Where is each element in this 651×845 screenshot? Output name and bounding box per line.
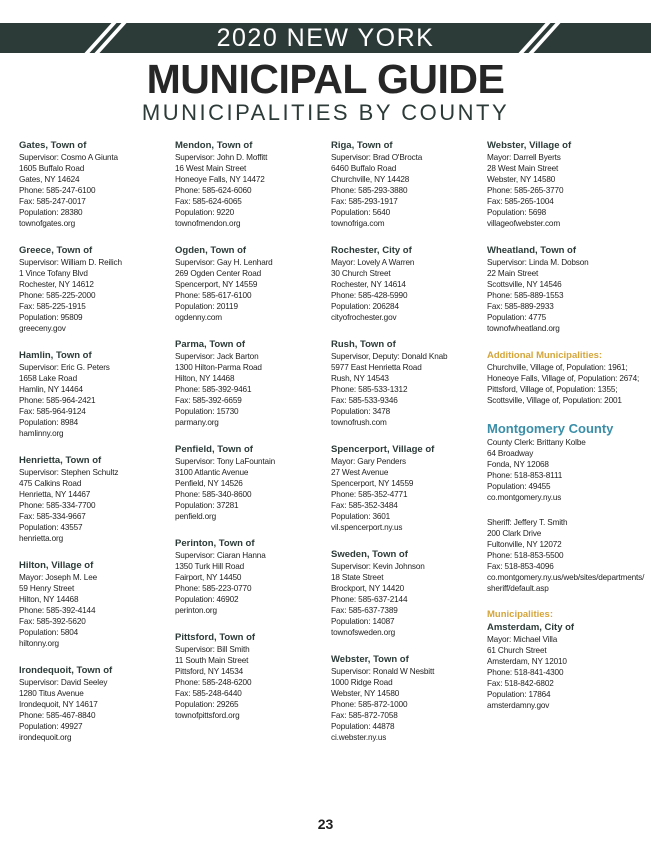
- entry-line: Population: 37281: [175, 501, 239, 510]
- entry-line: 1300 Hilton-Parma Road: [175, 363, 262, 372]
- entry-line: 27 West Avenue: [331, 468, 389, 477]
- entry-title: Hilton, Village of: [19, 560, 94, 571]
- entry-line: Churchville, NY 14428: [331, 175, 410, 184]
- entry-line: Fax: 585-637-7389: [331, 606, 398, 615]
- county-clerk: [487, 437, 637, 503]
- entry-line: Phone: 585-467-8840: [19, 711, 96, 720]
- entry-line: Phone: 585-624-6060: [175, 186, 252, 195]
- entry-line: Phone: 518-841-4300: [487, 668, 564, 677]
- banner-title: 2020 NEW YORK: [216, 24, 435, 52]
- entry-line: Supervisor: David Seeley: [19, 678, 108, 687]
- entry-line: sheriff/default.asp: [487, 584, 549, 593]
- entry-line: Phone: 585-637-2144: [331, 595, 408, 604]
- entry-lines: [487, 634, 637, 711]
- sheriff-lines: [487, 517, 645, 594]
- entry-title: Amsterdam, City of: [487, 622, 575, 633]
- entry-line: Fax: 585-248-6440: [175, 689, 242, 698]
- entry-title: Sweden, Town of: [331, 549, 408, 560]
- entry-line: Population: 14087: [331, 617, 395, 626]
- entry-line: Population: 20119: [175, 302, 238, 311]
- municipality-entry: [19, 349, 169, 439]
- entry-line: Fairport, NY 14450: [175, 573, 242, 582]
- entry-line: Fax: 585-392-6659: [175, 396, 242, 405]
- column-4-entries: [487, 139, 637, 334]
- entry-line: Population: 28380: [19, 208, 83, 217]
- entry-line: Fax: 585-964-9124: [19, 407, 86, 416]
- entry-title: Irondequoit, Town of: [19, 665, 113, 676]
- entry-line: Fax: 585-225-1915: [19, 302, 86, 311]
- entry-line: Supervisor: Jack Barton: [175, 352, 259, 361]
- entry-line: Fax: 585-624-6065: [175, 197, 242, 206]
- entry-line: townofwheatland.org: [487, 324, 560, 333]
- entry-line: Irondequoit, NY 14617: [19, 700, 98, 709]
- municipality-entry: [175, 338, 325, 428]
- county-heading: Montgomery County: [487, 421, 614, 436]
- entry-line: hamlinny.org: [19, 429, 64, 438]
- entry-line: Fultonville, NY 12072: [487, 540, 562, 549]
- entry-line: Phone: 585-392-4144: [19, 606, 96, 615]
- entry-line: Population: 3601: [331, 512, 391, 521]
- entry-line: Honeoye Falls, NY 14472: [175, 175, 265, 184]
- montgomery-county: [487, 420, 637, 503]
- entry-line: townofgates.org: [19, 219, 76, 228]
- entry-title: Ogden, Town of: [175, 245, 247, 256]
- entry-title: Perinton, Town of: [175, 538, 255, 549]
- entry-line: Population: 95809: [19, 313, 83, 322]
- entry-line: cityofrochester.gov: [331, 313, 397, 322]
- entry-title: Spencerport, Village of: [331, 444, 435, 455]
- entry-line: Supervisor: Cosmo A Giunta: [19, 153, 118, 162]
- entry-line: Population: 49455: [487, 482, 551, 491]
- entry-line: Churchville, Village of, Population: 1961;: [487, 363, 628, 372]
- entry-line: Webster, NY 14580: [487, 175, 556, 184]
- entry-line: villageofwebster.com: [487, 219, 560, 228]
- entry-line: Hilton, NY 14468: [19, 595, 79, 604]
- entry-line: Supervisor: Bill Smith: [175, 645, 250, 654]
- entry-line: Scottsville, NY 14546: [487, 280, 562, 289]
- entry-line: Phone: 585-225-2000: [19, 291, 96, 300]
- page-title: MUNICIPAL GUIDE: [146, 56, 505, 102]
- entry-line: Mayor: Michael Villa: [487, 635, 558, 644]
- entry-line: 6460 Buffalo Road: [331, 164, 397, 173]
- entry-line: parmany.org: [175, 418, 219, 427]
- entry-line: ci.webster.ny.us: [331, 733, 387, 742]
- entry-line: townofpittsford.org: [175, 711, 240, 720]
- entry-line: 61 Church Street: [487, 646, 547, 655]
- entry-line: Amsterdam, NY 12010: [487, 657, 567, 666]
- entry-line: 18 State Street: [331, 573, 384, 582]
- entry-line: Honeoye Falls, Village of, Population: 2674;: [487, 374, 640, 383]
- municipality-entry: [175, 537, 325, 616]
- entry-line: Population: 5698: [487, 208, 547, 217]
- entry-line: townofriga.com: [331, 219, 385, 228]
- entry-line: vil.spencerport.ny.us: [331, 523, 403, 532]
- entry-line: Mayor: Lovely A Warren: [331, 258, 415, 267]
- municipality-entry: [487, 621, 637, 711]
- entry-line: Spencerport, NY 14559: [331, 479, 414, 488]
- entry-line: 64 Broadway: [487, 449, 534, 458]
- municipality-entry: [19, 664, 169, 743]
- column-2: [175, 139, 325, 736]
- entry-line: Sheriff: Jeffery T. Smith: [487, 518, 568, 527]
- entry-line: Pittsford, Village of, Population: 1355;: [487, 385, 618, 394]
- entry-line: Pittsford, NY 14534: [175, 667, 243, 676]
- entry-line: Supervisor: Brad O'Brocta: [331, 153, 423, 162]
- entry-line: Phone: 585-428-5990: [331, 291, 408, 300]
- entry-line: Population: 43557: [19, 523, 83, 532]
- entry-title: Penfield, Town of: [175, 444, 253, 455]
- entry-line: Fonda, NY 12068: [487, 460, 549, 469]
- additional-lines: [487, 362, 640, 406]
- entry-line: Phone: 585-334-7700: [19, 501, 96, 510]
- entry-line: Phone: 585-293-3880: [331, 186, 408, 195]
- entry-title: Gates, Town of: [19, 140, 87, 151]
- entry-line: Population: 3478: [331, 407, 391, 416]
- municipality-entry: [487, 244, 637, 334]
- entry-line: Supervisor: Tony LaFountain: [175, 457, 276, 466]
- entry-line: Population: 9220: [175, 208, 235, 217]
- municipality-entry: [19, 559, 169, 649]
- municipality-entry: [331, 443, 481, 533]
- entry-line: Supervisor: Ciaran Hanna: [175, 551, 266, 560]
- entry-line: Supervisor: Ronald W Nesbitt: [331, 667, 435, 676]
- entry-line: Henrietta, NY 14467: [19, 490, 91, 499]
- municipality-entry: [331, 548, 481, 638]
- entry-line: Phone: 585-223-0770: [175, 584, 252, 593]
- entry-line: Rochester, NY 14612: [19, 280, 94, 289]
- entry-line: Supervisor: Stephen Schultz: [19, 468, 119, 477]
- entry-line: Phone: 585-889-1553: [487, 291, 564, 300]
- entry-line: 475 Calkins Road: [19, 479, 82, 488]
- entry-line: Population: 4775: [487, 313, 547, 322]
- entry-line: Brockport, NY 14420: [331, 584, 405, 593]
- entry-line: Supervisor: William D. Reilich: [19, 258, 122, 267]
- entry-line: 3100 Atlantic Avenue: [175, 468, 249, 477]
- entry-line: co.montgomery.ny.us: [487, 493, 562, 502]
- additional-municipalities: [487, 349, 640, 406]
- column-1: [19, 139, 169, 758]
- entry-line: Population: 15730: [175, 407, 239, 416]
- header-banner: [0, 23, 651, 53]
- municipality-entry: [331, 139, 481, 229]
- entry-line: greeceny.gov: [19, 324, 66, 333]
- entry-title: Pittsford, Town of: [175, 632, 256, 643]
- entry-line: Phone: 585-247-6100: [19, 186, 96, 195]
- entry-line: Phone: 518-853-8111: [487, 471, 563, 480]
- municipality-entry: [19, 139, 169, 229]
- entry-line: Webster, NY 14580: [331, 689, 400, 698]
- entry-line: townofmendon.org: [175, 219, 241, 228]
- entry-line: Fax: 585-889-2933: [487, 302, 554, 311]
- entry-line: Rochester, NY 14614: [331, 280, 406, 289]
- municipality-entry: [175, 244, 325, 323]
- entry-line: Phone: 585-392-9461: [175, 385, 252, 394]
- entry-line: Gates, NY 14624: [19, 175, 80, 184]
- entry-line: Supervisor: John D. Moffitt: [175, 153, 268, 162]
- entry-line: Scottsville, Village of, Population: 2001: [487, 396, 622, 405]
- entry-line: Phone: 585-352-4771: [331, 490, 408, 499]
- column-4: [487, 139, 645, 726]
- entry-title: Hamlin, Town of: [19, 350, 92, 361]
- entry-line: Population: 17864: [487, 690, 551, 699]
- entry-line: Fax: 585-334-9667: [19, 512, 86, 521]
- entry-line: Supervisor, Deputy: Donald Knab: [331, 352, 448, 361]
- entry-line: Mayor: Joseph M. Lee: [19, 573, 98, 582]
- entry-line: Population: 46902: [175, 595, 239, 604]
- entry-line: 1 Vince Tofany Blvd: [19, 269, 88, 278]
- entry-line: Supervisor: Linda M. Dobson: [487, 258, 589, 267]
- entry-title: Mendon, Town of: [175, 140, 253, 151]
- entry-line: Fax: 585-293-1917: [331, 197, 398, 206]
- entry-line: Fax: 518-842-6802: [487, 679, 554, 688]
- entry-line: Population: 8984: [19, 418, 79, 427]
- entry-title: Rochester, City of: [331, 245, 412, 256]
- entry-line: County Clerk: Brittany Kolbe: [487, 438, 586, 447]
- entry-line: Mayor: Gary Penders: [331, 457, 406, 466]
- entry-line: penfield.org: [175, 512, 216, 521]
- municipality-entry: [331, 244, 481, 323]
- entry-line: Fax: 585-247-0017: [19, 197, 86, 206]
- entry-line: Population: 5804: [19, 628, 79, 637]
- entry-line: Fax: 585-265-1004: [487, 197, 554, 206]
- entry-line: 1658 Lake Road: [19, 374, 77, 383]
- page-number: 23: [317, 816, 334, 832]
- entry-line: Phone: 585-617-6100: [175, 291, 252, 300]
- entry-line: 59 Henry Street: [19, 584, 75, 593]
- entry-title: Rush, Town of: [331, 339, 396, 350]
- entry-line: 1280 Titus Avenue: [19, 689, 84, 698]
- entry-line: Penfield, NY 14526: [175, 479, 243, 488]
- municipality-entry: [331, 338, 481, 428]
- entry-line: Population: 49927: [19, 722, 83, 731]
- entry-line: hiltonny.org: [19, 639, 59, 648]
- entry-line: Population: 29265: [175, 700, 239, 709]
- entry-line: 5977 East Henrietta Road: [331, 363, 422, 372]
- entry-line: Population: 44878: [331, 722, 395, 731]
- entry-line: 200 Clark Drive: [487, 529, 542, 538]
- entry-line: irondequoit.org: [19, 733, 72, 742]
- municipalities-heading: Municipalities:: [487, 609, 553, 620]
- entry-title: Henrietta, Town of: [19, 455, 102, 466]
- municipality-entry: [19, 454, 169, 544]
- municipality-entry: [175, 631, 325, 721]
- entry-line: Phone: 585-340-8600: [175, 490, 252, 499]
- entry-title: Wheatland, Town of: [487, 245, 577, 256]
- entry-title: Parma, Town of: [175, 339, 246, 350]
- entry-line: 16 West Main Street: [175, 164, 247, 173]
- entry-line: townofsweden.org: [331, 628, 396, 637]
- municipality-entry: [19, 244, 169, 334]
- entry-line: Supervisor: Kevin Johnson: [331, 562, 425, 571]
- entry-line: townofrush.com: [331, 418, 387, 427]
- entry-line: Supervisor: Eric G. Peters: [19, 363, 110, 372]
- county-sheriff: [487, 517, 645, 594]
- entry-title: Greece, Town of: [19, 245, 93, 256]
- entry-line: perinton.org: [175, 606, 217, 615]
- entry-line: henrietta.org: [19, 534, 64, 543]
- entry-line: Hamlin, NY 14464: [19, 385, 83, 394]
- entry-title: Webster, Village of: [487, 140, 572, 151]
- entry-line: Population: 5640: [331, 208, 391, 217]
- entry-line: Fax: 518-853-4096: [487, 562, 554, 571]
- entry-title: Webster, Town of: [331, 654, 409, 665]
- entry-line: Fax: 585-352-3484: [331, 501, 398, 510]
- page-subtitle: MUNICIPALITIES BY COUNTY: [141, 100, 510, 125]
- municipality-entry: [331, 653, 481, 743]
- entry-line: Phone: 585-872-1000: [331, 700, 408, 709]
- entry-line: Phone: 518-853-5500: [487, 551, 564, 560]
- entry-line: Fax: 585-533-9346: [331, 396, 398, 405]
- municipality-entry: [487, 139, 637, 229]
- entry-line: Phone: 585-533-1312: [331, 385, 408, 394]
- entry-line: Spencerport, NY 14559: [175, 280, 258, 289]
- entry-line: Phone: 585-265-3770: [487, 186, 564, 195]
- additional-heading: Additional Municipalities:: [487, 350, 603, 361]
- municipality-entry: [175, 443, 325, 522]
- entry-line: amsterdamny.gov: [487, 701, 550, 710]
- entry-line: 11 South Main Street: [175, 656, 249, 665]
- entry-line: Mayor: Darrell Byerts: [487, 153, 561, 162]
- entry-line: Phone: 585-248-6200: [175, 678, 252, 687]
- entry-line: 30 Church Street: [331, 269, 391, 278]
- entry-line: Fax: 585-872-7058: [331, 711, 398, 720]
- entry-line: 28 West Main Street: [487, 164, 559, 173]
- entry-line: Fax: 585-392-5620: [19, 617, 86, 626]
- column-3: [331, 139, 481, 758]
- entry-line: co.montgomery.ny.us/web/sites/departments/: [487, 573, 645, 582]
- entry-title: Riga, Town of: [331, 140, 393, 151]
- entry-line: Phone: 585-964-2421: [19, 396, 96, 405]
- entry-line: 22 Main Street: [487, 269, 539, 278]
- entry-line: 269 Ogden Center Road: [175, 269, 262, 278]
- entry-line: ogdenny.com: [175, 313, 222, 322]
- entry-line: Population: 206284: [331, 302, 399, 311]
- entry-line: 1605 Buffalo Road: [19, 164, 85, 173]
- entry-line: 1000 Ridge Road: [331, 678, 393, 687]
- entry-line: Rush, NY 14543: [331, 374, 389, 383]
- entry-line: 1350 Turk Hill Road: [175, 562, 245, 571]
- entry-line: Hilton, NY 14468: [175, 374, 235, 383]
- entry-line: Supervisor: Gay H. Lenhard: [175, 258, 273, 267]
- municipality-entry: [175, 139, 325, 229]
